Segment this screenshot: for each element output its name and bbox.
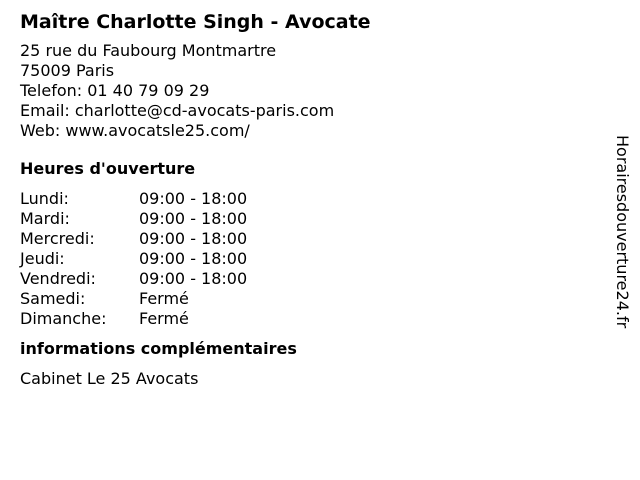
day-label: Jeudi: — [20, 249, 65, 268]
day-label: Vendredi: — [20, 269, 96, 288]
hours-row-friday — [20, 269, 580, 289]
day-label: Dimanche: — [20, 309, 107, 328]
hours-table — [20, 189, 580, 329]
hours-row-saturday — [20, 289, 580, 309]
address-line-1: 25 rue du Faubourg Montmartre — [20, 41, 277, 60]
info-heading: informations complémentaires — [20, 339, 297, 358]
time-value: 09:00 - 18:00 — [139, 189, 248, 208]
day-label: Mardi: — [20, 209, 70, 228]
phone-line: Telefon: 01 40 79 09 29 — [20, 81, 210, 100]
day-label: Samedi: — [20, 289, 86, 308]
hours-row-tuesday — [20, 209, 580, 229]
business-card — [20, 9, 580, 389]
hours-row-sunday — [20, 309, 580, 329]
day-label: Mercredi: — [20, 229, 95, 248]
hours-row-wednesday — [20, 229, 580, 249]
time-value: 09:00 - 18:00 — [139, 269, 248, 288]
watermark-text: Horairesdouverture24.fr — [613, 135, 632, 329]
hours-row-monday — [20, 189, 580, 209]
time-value: 09:00 - 18:00 — [139, 229, 248, 248]
business-title: Maître Charlotte Singh - Avocate — [20, 11, 371, 33]
day-label: Lundi: — [20, 189, 69, 208]
time-value: 09:00 - 18:00 — [139, 209, 248, 228]
web-line: Web: www.avocatsle25.com/ — [20, 121, 250, 140]
address-line-2: 75009 Paris — [20, 61, 115, 80]
email-line: Email: charlotte@cd-avocats-paris.com — [20, 101, 335, 120]
time-value: Fermé — [139, 289, 189, 308]
time-value: Fermé — [139, 309, 189, 328]
info-text: Cabinet Le 25 Avocats — [20, 369, 199, 388]
hours-heading: Heures d'ouverture — [20, 159, 196, 178]
time-value: 09:00 - 18:00 — [139, 249, 248, 268]
hours-row-thursday — [20, 249, 580, 269]
